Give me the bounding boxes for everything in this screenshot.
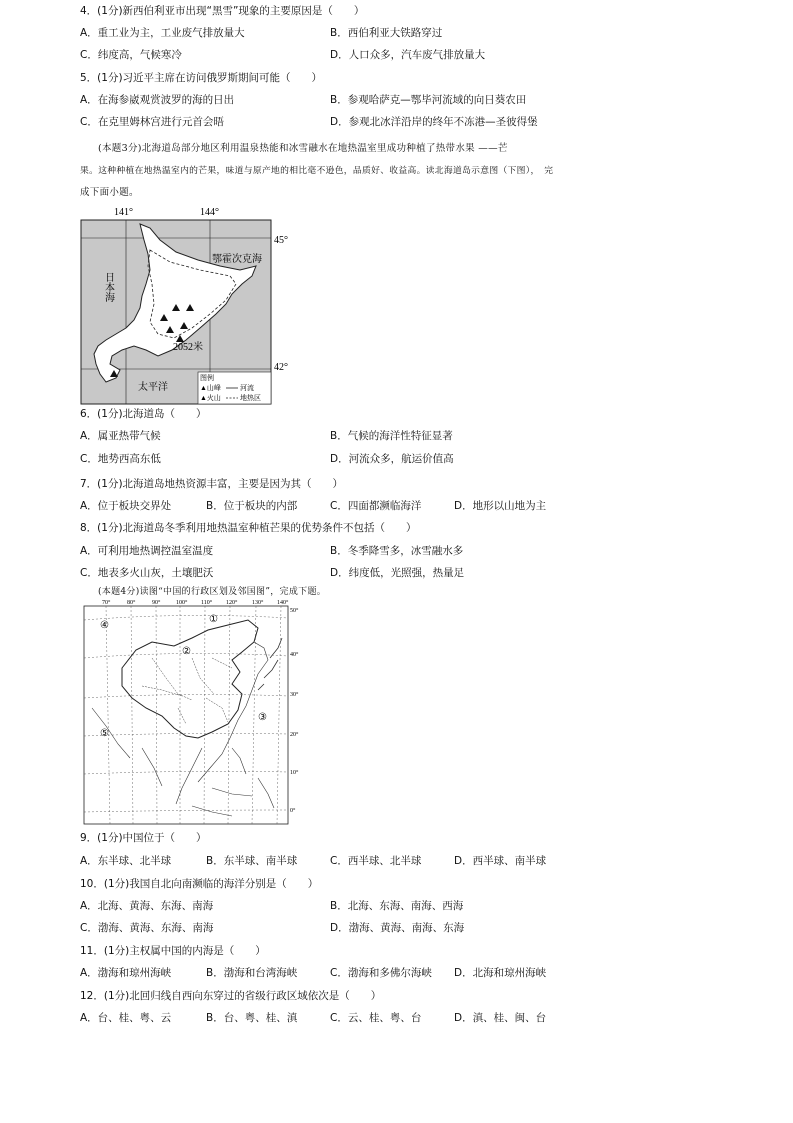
q12-option-c[interactable]: C．云、桂、粤、台 [330,1012,422,1024]
q12-stem: 12．(1分)北回归线自西向东穿过的省级行政区域依次是（ ） [80,990,382,1002]
q11-option-c[interactable]: C．渤海和多佛尔海峡 [330,967,432,979]
legend-volcano: ▲火山 [200,394,221,402]
lon-label-120: 120° [226,600,238,606]
marker-4: ④ [100,620,109,631]
q6-option-d[interactable]: D．河流众多，航运价值高 [330,453,454,465]
q7-option-c[interactable]: C．四面都濒临海洋 [330,500,422,512]
q5-option-b[interactable]: B．参观哈萨克—鄂毕河流域的向日葵农田 [330,94,527,106]
hokkaido-map [80,204,295,406]
q10-option-d[interactable]: D．渤海、黄海、南海、东海 [330,922,465,934]
q9-option-c[interactable]: C．西半球、北半球 [330,855,422,867]
lat-label-30: 30° [290,692,299,698]
q10-option-a[interactable]: A．北海、黄海、东海、南海 [80,900,214,912]
lon-label-80: 80° [127,600,136,606]
marker-2: ② [182,646,191,657]
legend-title: 图例 [200,374,214,382]
q4-option-b[interactable]: B．西伯利亚大铁路穿过 [330,27,443,39]
label-peak-height: 2052米 [173,342,203,353]
q8-option-d[interactable]: D．纬度低，光照强，热量足 [330,567,465,579]
lat-label-10: 10° [290,770,299,776]
map1-lat-45: 45° [274,235,288,246]
intro-hokkaido-line2: 果。这种种植在地热温室内的芒果，味道与原产地的相比毫不逊色，品质好、收益高。读北海道岛示意图（下图）， 完 [80,166,554,176]
label-pacific-ocean: 太平洋 [138,382,168,393]
marker-5: ⑤ [100,728,109,739]
china-map-lat-labels [290,607,299,814]
lat-label-20: 20° [290,732,299,738]
lat-label-50: 50° [290,608,299,614]
marker-1: ① [209,614,218,625]
map1-lat-42: 42° [274,362,288,373]
q10-option-b[interactable]: B．北海、东海、南海、西海 [330,900,464,912]
q12-option-d[interactable]: D．滇、桂、闽、台 [454,1012,547,1024]
q4-option-d[interactable]: D．人口众多，汽车废气排放量大 [330,49,486,61]
label-sea-of-japan: 日本海 [102,272,114,302]
lon-label-70: 70° [102,600,111,606]
legend-river: 河流 [240,384,254,392]
q9-stem: 9．(1分)中国位于（ ） [80,832,207,844]
legend-peak: ▲山峰 [200,384,221,392]
q6-option-a[interactable]: A．属亚热带气候 [80,430,161,442]
lon-label-90: 90° [152,600,161,606]
intro-hokkaido-line1: (本题3分)北海道岛部分地区利用温泉热能和冰雪融水在地热温室里成功种植了热带水果 ——芒 [98,143,508,154]
lon-label-130: 130° [252,600,264,606]
q5-stem: 5．(1分)习近平主席在访问俄罗斯期间可能（ ） [80,72,323,84]
q5-option-a[interactable]: A．在海参崴观赏波罗的海的日出 [80,94,235,106]
q11-option-a[interactable]: A．渤海和琼州海峡 [80,967,172,979]
china-map-lon-labels [102,599,289,606]
q9-option-b[interactable]: B．东半球、南半球 [206,855,298,867]
map1-lon-144: 144° [200,207,219,218]
q6-option-c[interactable]: C．地势西高东低 [80,453,161,465]
q5-option-c[interactable]: C．在克里姆林宫进行元首会晤 [80,116,224,128]
q4-stem: 4．(1分)新西伯利亚市出现“黑雪”现象的主要原因是（ ） [80,5,365,17]
label-okhotsk-sea: 鄂霍次克海 [212,254,262,265]
q7-option-a[interactable]: A．位于板块交界处 [80,500,172,512]
q10-stem: 10．(1分)我国自北向南濒临的海洋分别是（ ） [80,878,319,890]
intro-china-map: (本题4分)读图“中国的行政区划及邻国图”，完成下题。 [98,587,327,597]
q5-option-d[interactable]: D．参观北冰洋沿岸的终年不冻港—圣彼得堡 [330,116,538,128]
q9-option-d[interactable]: D．西半球、南半球 [454,855,547,867]
lon-label-110: 110° [201,600,213,606]
lon-label-100: 100° [176,600,188,606]
intro-hokkaido-line3: 成下面小题。 [80,187,139,198]
q7-option-b[interactable]: B．位于板块的内部 [206,500,298,512]
q8-option-a[interactable]: A．可利用地热调控温室温度 [80,545,214,557]
q6-option-b[interactable]: B．气候的海洋性特征显著 [330,430,453,442]
q4-option-c[interactable]: C．纬度高，气候寒冷 [80,49,182,61]
lat-label-40: 40° [290,652,299,658]
lat-label-0: 0° [290,808,296,814]
q8-option-b[interactable]: B．冬季降雪多，冰雪融水多 [330,545,464,557]
q6-stem: 6．(1分)北海道岛（ ） [80,408,207,420]
lon-label-140: 140° [277,600,289,606]
q4-option-a[interactable]: A．重工业为主，工业废气排放量大 [80,27,245,39]
q10-option-c[interactable]: C．渤海、黄海、东海、南海 [80,922,214,934]
q8-stem: 8．(1分)北海道岛冬季利用地热温室种植芒果的优势条件不包括（ ） [80,522,417,534]
q7-option-d[interactable]: D．地形以山地为主 [454,500,547,512]
legend-geothermal: 地热区 [240,394,261,402]
map1-lon-141: 141° [114,207,133,218]
q11-stem: 11．(1分)主权属中国的内海是（ ） [80,945,266,957]
q8-option-c[interactable]: C．地表多火山灰，土壤肥沃 [80,567,214,579]
q11-option-d[interactable]: D．北海和琼州海峡 [454,967,547,979]
q11-option-b[interactable]: B．渤海和台湾海峡 [206,967,298,979]
marker-3: ③ [258,712,267,723]
china-map [82,598,307,828]
q12-option-b[interactable]: B．台、粤、桂、滇 [206,1012,298,1024]
q7-stem: 7．(1分)北海道岛地热资源丰富，主要是因为其（ ） [80,478,344,490]
q12-option-a[interactable]: A．台、桂、粤、云 [80,1012,172,1024]
q9-option-a[interactable]: A．东半球、北半球 [80,855,172,867]
